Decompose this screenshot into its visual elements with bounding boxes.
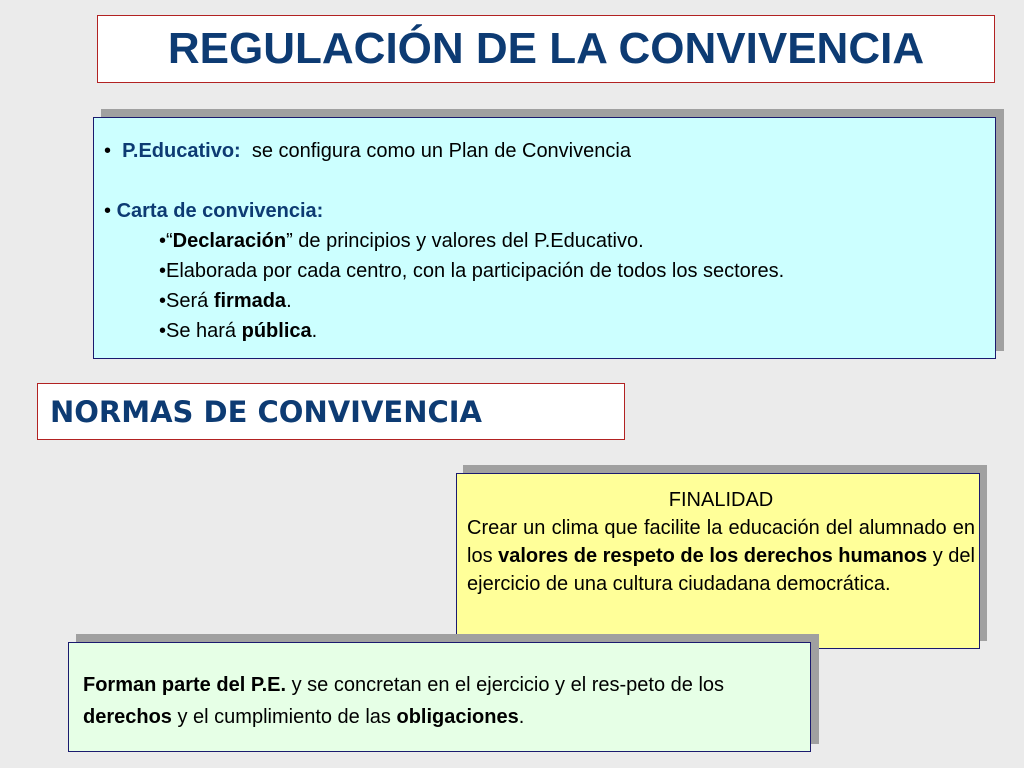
normas-title-box (37, 383, 625, 440)
item-suffix: . (311, 320, 318, 342)
finalidad-box (456, 473, 980, 649)
carta-line (104, 196, 985, 226)
forman-text-part: y el cumplimiento de las (171, 706, 397, 728)
forman-box (68, 642, 811, 752)
carta-item (104, 226, 985, 256)
forman-bold: Forman parte del P.E. (83, 674, 287, 696)
normas-title: NORMAS DE CONVIVENCIA (50, 394, 482, 429)
item-suffix: . (286, 290, 292, 312)
item-suffix: ” de principios y valores del P.Educativo. (286, 230, 644, 252)
pe-text: se configura como un Plan de Convivencia (251, 140, 631, 162)
finalidad-text (467, 514, 975, 598)
bullet: • (104, 140, 112, 162)
finalidad-text-before: Crear un clima que facilite la educación del alumnado en los (467, 517, 975, 567)
item-prefix: •“ (159, 230, 173, 252)
forman-text (83, 669, 796, 733)
carta-item (104, 256, 985, 286)
item-prefix: •Será (159, 290, 214, 312)
page-title-box (97, 15, 995, 83)
pe-line (104, 136, 985, 166)
item-bold: pública (241, 320, 312, 342)
forman-text-part: . (518, 706, 525, 728)
carta-label: Carta de convivencia: (116, 200, 324, 222)
bullet: • (104, 200, 112, 222)
item-prefix: •Elaborada por cada centro, con la participación de todos los sectores. (159, 260, 785, 282)
carta-item (104, 316, 985, 346)
forman-text-part: y se concretan en el ejercicio y el res-peto de los (286, 674, 725, 696)
carta-item (104, 286, 985, 316)
item-bold: firmada (213, 290, 287, 312)
item-bold: Declaración (172, 230, 287, 252)
finalidad-bold: valores de respeto de los derechos humanos (498, 545, 928, 567)
forman-bold: obligaciones (396, 706, 519, 728)
forman-bold: derechos (83, 706, 172, 728)
finalidad-title: FINALIDAD (668, 489, 774, 511)
pe-label: P.Educativo: (122, 140, 241, 162)
pe-info-box (93, 117, 996, 359)
page-title: REGULACIÓN DE LA CONVIVENCIA (167, 24, 925, 73)
item-prefix: •Se hará (159, 320, 242, 342)
finalidad-text-after: y del ejercicio de una cultura ciudadana democrática. (467, 545, 975, 595)
